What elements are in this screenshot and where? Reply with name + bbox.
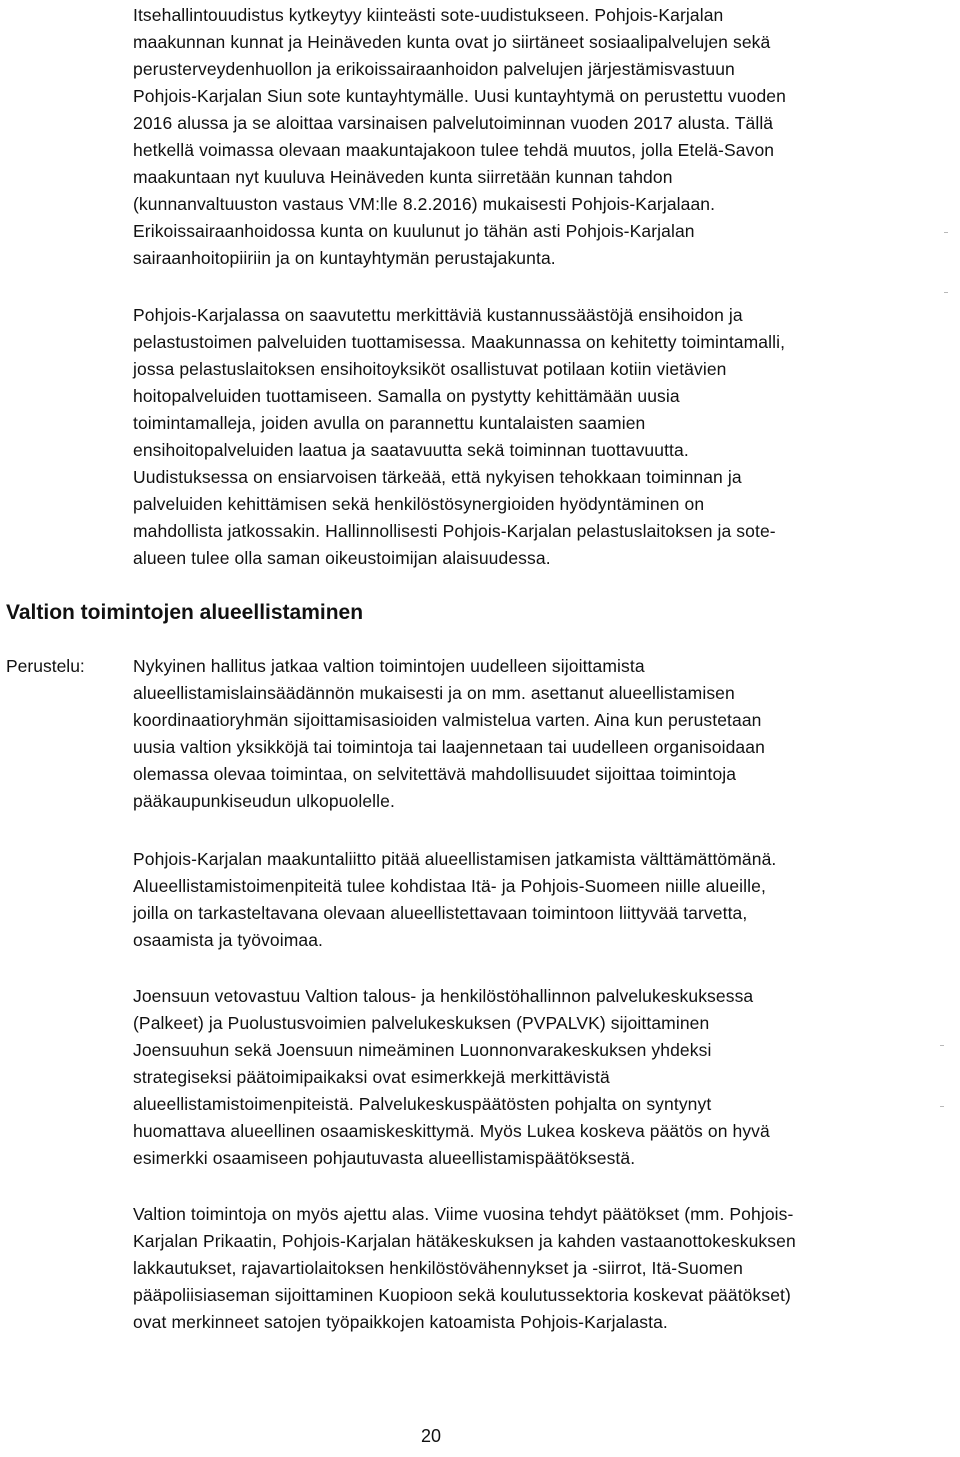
paragraph-line: strategiseksi päätoimipaikaksi ovat esimerkkejä merkittävistä bbox=[133, 1067, 610, 1087]
paragraph-line: Pohjois-Karjalassa on saavutettu merkittäviä kustannussäästöjä ensihoidon ja bbox=[133, 305, 743, 325]
paragraph-line: (kunnanvaltuuston vastaus VM:lle 8.2.2016) mukaisesti Pohjois-Karjalaan. bbox=[133, 194, 716, 214]
paragraph-line: Joensuun vetovastuu Valtion talous- ja henkilöstöhallinnon palvelukeskuksessa bbox=[133, 986, 754, 1006]
state-cuts-paragraph bbox=[133, 1201, 796, 1336]
paragraph-line: Erikoissairaanhoidossa kunta on kuulunut jo tähän asti Pohjois-Karjalan bbox=[133, 221, 695, 241]
paragraph-line: joilla on tarkasteltavana olevaan alueellistettavaan toimintoon liittyvää tarvetta, bbox=[133, 903, 748, 923]
paragraph-line: alueellistamistoimenpiteistä. Palvelukeskuspäätösten pohjalta on syntynyt bbox=[133, 1094, 712, 1114]
section-heading: Valtion toimintojen alueellistaminen bbox=[6, 601, 364, 624]
paragraph-line: alueellistamislainsäädännön mukaisesti ja on mm. asettanut alueellistamisen bbox=[133, 683, 735, 703]
paragraph-line: jossa pelastuslaitoksen ensihoitoyksiköt osallistuvat potilaan kotiin vietävien bbox=[133, 359, 727, 379]
paragraph-line: maakuntaan nyt kuuluva Heinäveden kunta siirretään kunnan tahdon bbox=[133, 167, 673, 187]
paragraph-line: Pohjois-Karjalan maakuntaliitto pitää alueellistamisen jatkamista välttämättömänä. bbox=[133, 849, 777, 869]
intro-paragraph bbox=[133, 2, 786, 272]
paragraph-line: huomattava alueellinen osaamiskeskittymä. Myös Lukea koskeva päätös on hyvä bbox=[133, 1121, 770, 1141]
paragraph-line: pelastustoimen palveluiden tuottamisessa. Maakunnassa on kehitetty toimintamalli, bbox=[133, 332, 786, 352]
paragraph-line: pääkaupunkiseudun ulkopuolelle. bbox=[133, 791, 395, 811]
paragraph-line: Uudistuksessa on ensiarvoisen tärkeää, että nykyisen tehokkaan toiminnan ja bbox=[133, 467, 742, 487]
page-number: 20 bbox=[420, 1426, 442, 1446]
paragraph-line: palveluiden kehittämisen sekä henkilöstösynergioiden hyödyntäminen on bbox=[133, 494, 705, 514]
paragraph-line: Pohjois-Karjalan Siun sote kuntayhtymälle. Uusi kuntayhtymä on perustettu vuoden bbox=[133, 86, 786, 106]
paragraph-line: Alueellistamistoimenpiteitä tulee kohdistaa Itä- ja Pohjois-Suomeen niille alueille, bbox=[133, 876, 766, 896]
paragraph-line: toimintamalleja, joiden avulla on parannettu kuntalaisten saamien bbox=[133, 413, 646, 433]
joensuu-examples-paragraph bbox=[133, 983, 770, 1172]
paragraph-line: hoitopalveluiden tuottamiseen. Samalla on pystytty kehittämään uusia bbox=[133, 386, 680, 406]
paragraph-line: esimerkki osaamiseen pohjautuvasta alueellistamispäätöksestä. bbox=[133, 1148, 636, 1168]
paragraph-line: uusia valtion yksikköjä tai toimintoja tai laajennetaan tai uudelleen organisoidaan bbox=[133, 737, 765, 757]
paragraph-line: alueen tulee olla saman oikeustoimijan alaisuudessa. bbox=[133, 548, 551, 568]
paragraph-line: osaamista ja työvoimaa. bbox=[133, 930, 324, 950]
paragraph-line: perusterveydenhuollon ja erikoissairaanhoidon palvelujen järjestämisvastuun bbox=[133, 59, 735, 79]
paragraph-line: koordinaatioryhmän sijoittamisasioiden valmistelua varten. Aina kun perustetaan bbox=[133, 710, 762, 730]
regional-council-paragraph bbox=[133, 846, 776, 954]
paragraph-line: Valtion toimintoja on myös ajettu alas. Viime vuosina tehdyt päätökset (mm. Pohjois- bbox=[133, 1204, 794, 1224]
paragraph-line: maakunnan kunnat ja Heinäveden kunta ovat jo siirtäneet sosiaalipalvelujen sekä bbox=[133, 32, 771, 52]
paragraph-line: lakkautukset, rajavartiolaitoksen henkilöstövähennykset ja -siirrot, Itä-Suomen bbox=[133, 1258, 744, 1278]
paragraph-line: ovat merkinneet satojen työpaikkojen katoamista Pohjois-Karjalasta. bbox=[133, 1312, 668, 1332]
rationale-label: Perustelu: bbox=[6, 656, 85, 676]
paragraph-line: (Palkeet) ja Puolustusvoimien palvelukeskuksen (PVPALVK) sijoittaminen bbox=[133, 1013, 710, 1033]
rescue-services-paragraph bbox=[133, 302, 785, 572]
paragraph-line: 2016 alussa ja se aloittaa varsinaisen palvelutoiminnan vuoden 2017 alusta. Tällä bbox=[133, 113, 774, 133]
paragraph-line: hetkellä voimassa olevaan maakuntajakoon tulee tehdä muutos, jolla Etelä-Savon bbox=[133, 140, 775, 160]
paragraph-line: Itsehallintouudistus kytkeytyy kiinteästi sote-uudistukseen. Pohjois-Karjalan bbox=[133, 5, 724, 25]
rationale-paragraph bbox=[133, 653, 765, 815]
paragraph-line: Joensuuhun sekä Joensuun nimeäminen Luonnonvarakeskuksen yhdeksi bbox=[133, 1040, 712, 1060]
paragraph-line: pääpoliisiaseman sijoittaminen Kuopioon sekä koulutussektoria koskevat päätökset) bbox=[133, 1285, 791, 1305]
paragraph-line: olemassa olevaa toimintaa, on selvitettävä mahdollisuudet sijoittaa toimintoja bbox=[133, 764, 737, 784]
paragraph-line: mahdollista jatkossakin. Hallinnollisesti Pohjois-Karjalan pelastuslaitoksen ja sote- bbox=[133, 521, 776, 541]
paragraph-line: Nykyinen hallitus jatkaa valtion toimintojen uudelleen sijoittamista bbox=[133, 656, 645, 676]
paragraph-line: Karjalan Prikaatin, Pohjois-Karjalan hätäkeskuksen ja kahden vastaanottokeskuksen bbox=[133, 1231, 796, 1251]
paragraph-line: ensihoitopalveluiden laatua ja saatavuutta sekä toiminnan tuottavuutta. bbox=[133, 440, 689, 460]
paragraph-line: sairaanhoitopiiriin ja on kuntayhtymän perustajakunta. bbox=[133, 248, 556, 268]
